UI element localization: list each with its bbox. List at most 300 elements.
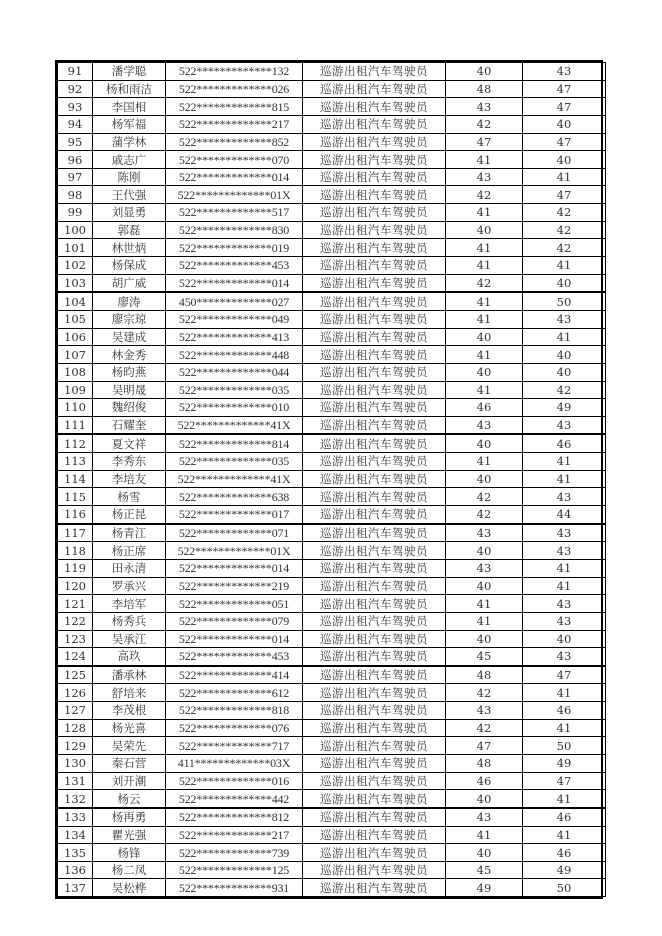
row-number-cell: 95 bbox=[58, 133, 93, 151]
id-number-cell: 522*************41X bbox=[166, 470, 303, 488]
id-number-cell: 522*************016 bbox=[166, 772, 303, 790]
table-row bbox=[58, 844, 606, 862]
score-2-cell: 40 bbox=[523, 274, 606, 292]
row-number-cell: 93 bbox=[58, 98, 93, 116]
name-cell: 潘学聪 bbox=[93, 63, 166, 81]
row-number-cell: 133 bbox=[58, 808, 93, 826]
occupation-cell: 巡游出租汽车驾驶员 bbox=[303, 204, 446, 222]
id-number-cell: 522*************453 bbox=[166, 648, 303, 666]
id-number-cell: 522*************448 bbox=[166, 346, 303, 364]
id-number-cell: 522*************051 bbox=[166, 595, 303, 613]
row-number-cell: 103 bbox=[58, 274, 93, 292]
id-number-cell: 522*************217 bbox=[166, 115, 303, 133]
table-row bbox=[58, 861, 606, 879]
score-2-cell: 41 bbox=[523, 257, 606, 275]
score-2-cell: 47 bbox=[523, 98, 606, 116]
score-2-cell: 47 bbox=[523, 666, 606, 684]
score-2-cell: 50 bbox=[523, 879, 606, 897]
name-cell: 郭磊 bbox=[93, 221, 166, 239]
id-number-cell: 522*************132 bbox=[166, 63, 303, 81]
name-cell: 林金秀 bbox=[93, 346, 166, 364]
occupation-cell: 巡游出租汽车驾驶员 bbox=[303, 168, 446, 186]
score-1-cell: 48 bbox=[446, 666, 523, 684]
id-number-cell: 522*************852 bbox=[166, 133, 303, 151]
table-row bbox=[58, 381, 606, 399]
occupation-cell: 巡游出租汽车驾驶员 bbox=[303, 577, 446, 595]
id-number-cell: 522*************442 bbox=[166, 790, 303, 808]
row-number-cell: 112 bbox=[58, 434, 93, 452]
row-number-cell: 117 bbox=[58, 524, 93, 542]
score-2-cell: 42 bbox=[523, 221, 606, 239]
id-number-cell: 522*************219 bbox=[166, 577, 303, 595]
name-cell: 高玖 bbox=[93, 648, 166, 666]
score-2-cell: 42 bbox=[523, 381, 606, 399]
row-number-cell: 121 bbox=[58, 595, 93, 613]
occupation-cell: 巡游出租汽车驾驶员 bbox=[303, 453, 446, 471]
table-row bbox=[58, 239, 606, 257]
row-number-cell: 118 bbox=[58, 542, 93, 560]
occupation-cell: 巡游出租汽车驾驶员 bbox=[303, 524, 446, 542]
id-number-cell: 522*************019 bbox=[166, 239, 303, 257]
score-2-cell: 41 bbox=[523, 328, 606, 346]
name-cell: 李国相 bbox=[93, 98, 166, 116]
row-number-cell: 126 bbox=[58, 684, 93, 702]
score-1-cell: 42 bbox=[446, 186, 523, 204]
score-1-cell: 40 bbox=[446, 542, 523, 560]
id-number-cell: 522*************017 bbox=[166, 506, 303, 524]
name-cell: 瞿光强 bbox=[93, 826, 166, 844]
id-number-cell: 522*************01X bbox=[166, 186, 303, 204]
table-row bbox=[58, 879, 606, 897]
id-number-cell: 522*************638 bbox=[166, 488, 303, 506]
name-cell: 秦石营 bbox=[93, 754, 166, 772]
score-2-cell: 43 bbox=[523, 310, 606, 328]
results-table-container bbox=[55, 60, 603, 899]
score-1-cell: 42 bbox=[446, 488, 523, 506]
row-number-cell: 107 bbox=[58, 346, 93, 364]
row-number-cell: 96 bbox=[58, 151, 93, 169]
occupation-cell: 巡游出租汽车驾驶员 bbox=[303, 63, 446, 81]
score-1-cell: 42 bbox=[446, 115, 523, 133]
table-row bbox=[58, 98, 606, 116]
name-cell: 石耀奎 bbox=[93, 416, 166, 434]
row-number-cell: 106 bbox=[58, 328, 93, 346]
occupation-cell: 巡游出租汽车驾驶员 bbox=[303, 630, 446, 648]
name-cell: 戚志广 bbox=[93, 151, 166, 169]
score-1-cell: 48 bbox=[446, 754, 523, 772]
table-row bbox=[58, 257, 606, 275]
id-number-cell: 522*************217 bbox=[166, 826, 303, 844]
row-number-cell: 116 bbox=[58, 506, 93, 524]
score-2-cell: 41 bbox=[523, 790, 606, 808]
score-1-cell: 48 bbox=[446, 80, 523, 98]
name-cell: 陈刚 bbox=[93, 168, 166, 186]
score-2-cell: 49 bbox=[523, 861, 606, 879]
id-number-cell: 522*************814 bbox=[166, 434, 303, 452]
id-number-cell: 522*************014 bbox=[166, 274, 303, 292]
score-1-cell: 43 bbox=[446, 808, 523, 826]
name-cell: 李秀东 bbox=[93, 453, 166, 471]
occupation-cell: 巡游出租汽车驾驶员 bbox=[303, 133, 446, 151]
id-number-cell: 522*************014 bbox=[166, 168, 303, 186]
occupation-cell: 巡游出租汽车驾驶员 bbox=[303, 595, 446, 613]
id-number-cell: 522*************044 bbox=[166, 363, 303, 381]
id-number-cell: 522*************076 bbox=[166, 719, 303, 737]
table-row bbox=[58, 666, 606, 684]
score-2-cell: 43 bbox=[523, 648, 606, 666]
score-1-cell: 41 bbox=[446, 257, 523, 275]
table-row bbox=[58, 754, 606, 772]
score-1-cell: 41 bbox=[446, 595, 523, 613]
score-2-cell: 49 bbox=[523, 754, 606, 772]
occupation-cell: 巡游出租汽车驾驶员 bbox=[303, 274, 446, 292]
score-1-cell: 43 bbox=[446, 702, 523, 720]
row-number-cell: 120 bbox=[58, 577, 93, 595]
occupation-cell: 巡游出租汽车驾驶员 bbox=[303, 310, 446, 328]
table-body bbox=[58, 63, 606, 897]
score-2-cell: 46 bbox=[523, 808, 606, 826]
score-2-cell: 46 bbox=[523, 434, 606, 452]
table-row bbox=[58, 772, 606, 790]
occupation-cell: 巡游出租汽车驾驶员 bbox=[303, 790, 446, 808]
occupation-cell: 巡游出租汽车驾驶员 bbox=[303, 861, 446, 879]
table-row bbox=[58, 115, 606, 133]
occupation-cell: 巡游出租汽车驾驶员 bbox=[303, 346, 446, 364]
score-1-cell: 42 bbox=[446, 274, 523, 292]
table-row bbox=[58, 453, 606, 471]
id-number-cell: 522*************818 bbox=[166, 702, 303, 720]
table-row bbox=[58, 186, 606, 204]
occupation-cell: 巡游出租汽车驾驶员 bbox=[303, 470, 446, 488]
table-row bbox=[58, 399, 606, 417]
score-1-cell: 45 bbox=[446, 648, 523, 666]
occupation-cell: 巡游出租汽车驾驶员 bbox=[303, 328, 446, 346]
id-number-cell: 522*************453 bbox=[166, 257, 303, 275]
score-1-cell: 43 bbox=[446, 98, 523, 116]
name-cell: 杨青江 bbox=[93, 524, 166, 542]
occupation-cell: 巡游出租汽车驾驶员 bbox=[303, 257, 446, 275]
row-number-cell: 99 bbox=[58, 204, 93, 222]
name-cell: 吴承江 bbox=[93, 630, 166, 648]
score-2-cell: 41 bbox=[523, 453, 606, 471]
table-row bbox=[58, 648, 606, 666]
name-cell: 刘开潮 bbox=[93, 772, 166, 790]
row-number-cell: 105 bbox=[58, 310, 93, 328]
name-cell: 廖涛 bbox=[93, 292, 166, 310]
score-1-cell: 40 bbox=[446, 63, 523, 81]
occupation-cell: 巡游出租汽车驾驶员 bbox=[303, 702, 446, 720]
occupation-cell: 巡游出租汽车驾驶员 bbox=[303, 434, 446, 452]
occupation-cell: 巡游出租汽车驾驶员 bbox=[303, 239, 446, 257]
score-2-cell: 40 bbox=[523, 630, 606, 648]
name-cell: 吴松桦 bbox=[93, 879, 166, 897]
score-2-cell: 47 bbox=[523, 133, 606, 151]
row-number-cell: 101 bbox=[58, 239, 93, 257]
occupation-cell: 巡游出租汽车驾驶员 bbox=[303, 115, 446, 133]
occupation-cell: 巡游出租汽车驾驶员 bbox=[303, 612, 446, 630]
score-1-cell: 41 bbox=[446, 381, 523, 399]
score-2-cell: 41 bbox=[523, 826, 606, 844]
score-2-cell: 46 bbox=[523, 844, 606, 862]
name-cell: 杨云 bbox=[93, 790, 166, 808]
occupation-cell: 巡游出租汽车驾驶员 bbox=[303, 363, 446, 381]
id-number-cell: 411*************03X bbox=[166, 754, 303, 772]
score-2-cell: 40 bbox=[523, 363, 606, 381]
row-number-cell: 135 bbox=[58, 844, 93, 862]
occupation-cell: 巡游出租汽车驾驶员 bbox=[303, 826, 446, 844]
table-row bbox=[58, 702, 606, 720]
row-number-cell: 124 bbox=[58, 648, 93, 666]
score-1-cell: 45 bbox=[446, 861, 523, 879]
table-row bbox=[58, 506, 606, 524]
score-1-cell: 40 bbox=[446, 470, 523, 488]
id-number-cell: 522*************026 bbox=[166, 80, 303, 98]
table-row bbox=[58, 542, 606, 560]
score-1-cell: 47 bbox=[446, 737, 523, 755]
row-number-cell: 131 bbox=[58, 772, 93, 790]
id-number-cell: 522*************931 bbox=[166, 879, 303, 897]
score-2-cell: 41 bbox=[523, 684, 606, 702]
name-cell: 吴建成 bbox=[93, 328, 166, 346]
score-1-cell: 41 bbox=[446, 453, 523, 471]
score-1-cell: 41 bbox=[446, 292, 523, 310]
row-number-cell: 97 bbox=[58, 168, 93, 186]
score-1-cell: 41 bbox=[446, 204, 523, 222]
row-number-cell: 130 bbox=[58, 754, 93, 772]
table-row bbox=[58, 826, 606, 844]
id-number-cell: 522*************413 bbox=[166, 328, 303, 346]
score-1-cell: 46 bbox=[446, 772, 523, 790]
row-number-cell: 92 bbox=[58, 80, 93, 98]
occupation-cell: 巡游出租汽车驾驶员 bbox=[303, 772, 446, 790]
occupation-cell: 巡游出租汽车驾驶员 bbox=[303, 186, 446, 204]
table-row bbox=[58, 204, 606, 222]
table-row bbox=[58, 790, 606, 808]
score-2-cell: 41 bbox=[523, 577, 606, 595]
table-row bbox=[58, 684, 606, 702]
id-number-cell: 522*************049 bbox=[166, 310, 303, 328]
score-2-cell: 43 bbox=[523, 488, 606, 506]
table-row bbox=[58, 133, 606, 151]
score-1-cell: 40 bbox=[446, 630, 523, 648]
results-table bbox=[57, 62, 606, 897]
row-number-cell: 136 bbox=[58, 861, 93, 879]
table-row bbox=[58, 470, 606, 488]
score-2-cell: 41 bbox=[523, 470, 606, 488]
table-row bbox=[58, 559, 606, 577]
table-row bbox=[58, 577, 606, 595]
row-number-cell: 127 bbox=[58, 702, 93, 720]
score-2-cell: 41 bbox=[523, 559, 606, 577]
score-2-cell: 43 bbox=[523, 542, 606, 560]
row-number-cell: 123 bbox=[58, 630, 93, 648]
row-number-cell: 98 bbox=[58, 186, 93, 204]
score-2-cell: 43 bbox=[523, 524, 606, 542]
occupation-cell: 巡游出租汽车驾驶员 bbox=[303, 684, 446, 702]
score-1-cell: 41 bbox=[446, 151, 523, 169]
table-row bbox=[58, 595, 606, 613]
occupation-cell: 巡游出租汽车驾驶员 bbox=[303, 488, 446, 506]
name-cell: 李培友 bbox=[93, 470, 166, 488]
name-cell: 杨军福 bbox=[93, 115, 166, 133]
name-cell: 杨正席 bbox=[93, 542, 166, 560]
score-1-cell: 42 bbox=[446, 506, 523, 524]
table-row bbox=[58, 292, 606, 310]
occupation-cell: 巡游出租汽车驾驶员 bbox=[303, 542, 446, 560]
name-cell: 杨正昆 bbox=[93, 506, 166, 524]
occupation-cell: 巡游出租汽车驾驶员 bbox=[303, 559, 446, 577]
score-2-cell: 50 bbox=[523, 737, 606, 755]
name-cell: 潘承林 bbox=[93, 666, 166, 684]
id-number-cell: 522*************014 bbox=[166, 630, 303, 648]
id-number-cell: 522*************815 bbox=[166, 98, 303, 116]
score-1-cell: 43 bbox=[446, 524, 523, 542]
score-1-cell: 49 bbox=[446, 879, 523, 897]
occupation-cell: 巡游出租汽车驾驶员 bbox=[303, 666, 446, 684]
occupation-cell: 巡游出租汽车驾驶员 bbox=[303, 648, 446, 666]
score-1-cell: 40 bbox=[446, 844, 523, 862]
name-cell: 廖宗琼 bbox=[93, 310, 166, 328]
name-cell: 林世炳 bbox=[93, 239, 166, 257]
score-1-cell: 43 bbox=[446, 416, 523, 434]
occupation-cell: 巡游出租汽车驾驶员 bbox=[303, 221, 446, 239]
score-2-cell: 42 bbox=[523, 204, 606, 222]
occupation-cell: 巡游出租汽车驾驶员 bbox=[303, 506, 446, 524]
name-cell: 田永清 bbox=[93, 559, 166, 577]
score-2-cell: 47 bbox=[523, 80, 606, 98]
table-row bbox=[58, 434, 606, 452]
id-number-cell: 522*************035 bbox=[166, 453, 303, 471]
row-number-cell: 125 bbox=[58, 666, 93, 684]
name-cell: 杨再勇 bbox=[93, 808, 166, 826]
id-number-cell: 522*************035 bbox=[166, 381, 303, 399]
name-cell: 杨昀燕 bbox=[93, 363, 166, 381]
occupation-cell: 巡游出租汽车驾驶员 bbox=[303, 292, 446, 310]
id-number-cell: 522*************079 bbox=[166, 612, 303, 630]
name-cell: 杨雪 bbox=[93, 488, 166, 506]
id-number-cell: 522*************612 bbox=[166, 684, 303, 702]
score-2-cell: 49 bbox=[523, 399, 606, 417]
score-2-cell: 47 bbox=[523, 772, 606, 790]
name-cell: 李茂根 bbox=[93, 702, 166, 720]
name-cell: 胡广威 bbox=[93, 274, 166, 292]
id-number-cell: 522*************01X bbox=[166, 542, 303, 560]
row-number-cell: 132 bbox=[58, 790, 93, 808]
score-2-cell: 47 bbox=[523, 186, 606, 204]
name-cell: 夏文祥 bbox=[93, 434, 166, 452]
occupation-cell: 巡游出租汽车驾驶员 bbox=[303, 98, 446, 116]
name-cell: 杨保成 bbox=[93, 257, 166, 275]
score-1-cell: 43 bbox=[446, 168, 523, 186]
score-1-cell: 41 bbox=[446, 612, 523, 630]
name-cell: 李培军 bbox=[93, 595, 166, 613]
name-cell: 杨二凤 bbox=[93, 861, 166, 879]
name-cell: 杨秀兵 bbox=[93, 612, 166, 630]
name-cell: 蒲学林 bbox=[93, 133, 166, 151]
table-row bbox=[58, 63, 606, 81]
score-1-cell: 41 bbox=[446, 310, 523, 328]
table-row bbox=[58, 328, 606, 346]
score-1-cell: 40 bbox=[446, 577, 523, 595]
row-number-cell: 128 bbox=[58, 719, 93, 737]
id-number-cell: 522*************014 bbox=[166, 559, 303, 577]
score-2-cell: 46 bbox=[523, 702, 606, 720]
score-2-cell: 40 bbox=[523, 151, 606, 169]
row-number-cell: 100 bbox=[58, 221, 93, 239]
name-cell: 刘显勇 bbox=[93, 204, 166, 222]
score-1-cell: 42 bbox=[446, 719, 523, 737]
id-number-cell: 450*************027 bbox=[166, 292, 303, 310]
score-2-cell: 43 bbox=[523, 416, 606, 434]
name-cell: 舒培来 bbox=[93, 684, 166, 702]
occupation-cell: 巡游出租汽车驾驶员 bbox=[303, 879, 446, 897]
score-1-cell: 40 bbox=[446, 363, 523, 381]
score-2-cell: 44 bbox=[523, 506, 606, 524]
name-cell: 魏绍俊 bbox=[93, 399, 166, 417]
row-number-cell: 134 bbox=[58, 826, 93, 844]
table-row bbox=[58, 737, 606, 755]
name-cell: 杨锋 bbox=[93, 844, 166, 862]
table-row bbox=[58, 80, 606, 98]
id-number-cell: 522*************070 bbox=[166, 151, 303, 169]
table-row bbox=[58, 524, 606, 542]
row-number-cell: 122 bbox=[58, 612, 93, 630]
score-2-cell: 50 bbox=[523, 292, 606, 310]
table-row bbox=[58, 488, 606, 506]
name-cell: 罗承兴 bbox=[93, 577, 166, 595]
id-number-cell: 522*************125 bbox=[166, 861, 303, 879]
table-row bbox=[58, 151, 606, 169]
name-cell: 杨和雨洁 bbox=[93, 80, 166, 98]
id-number-cell: 522*************812 bbox=[166, 808, 303, 826]
row-number-cell: 129 bbox=[58, 737, 93, 755]
occupation-cell: 巡游出租汽车驾驶员 bbox=[303, 844, 446, 862]
table-row bbox=[58, 168, 606, 186]
occupation-cell: 巡游出租汽车驾驶员 bbox=[303, 151, 446, 169]
name-cell: 吴明晟 bbox=[93, 381, 166, 399]
row-number-cell: 94 bbox=[58, 115, 93, 133]
id-number-cell: 522*************41X bbox=[166, 416, 303, 434]
row-number-cell: 111 bbox=[58, 416, 93, 434]
row-number-cell: 91 bbox=[58, 63, 93, 81]
table-row bbox=[58, 221, 606, 239]
occupation-cell: 巡游出租汽车驾驶员 bbox=[303, 80, 446, 98]
score-2-cell: 41 bbox=[523, 168, 606, 186]
score-2-cell: 43 bbox=[523, 63, 606, 81]
score-2-cell: 43 bbox=[523, 612, 606, 630]
id-number-cell: 522*************071 bbox=[166, 524, 303, 542]
row-number-cell: 108 bbox=[58, 363, 93, 381]
occupation-cell: 巡游出租汽车驾驶员 bbox=[303, 381, 446, 399]
occupation-cell: 巡游出租汽车驾驶员 bbox=[303, 399, 446, 417]
name-cell: 杨光喜 bbox=[93, 719, 166, 737]
row-number-cell: 104 bbox=[58, 292, 93, 310]
table-row bbox=[58, 346, 606, 364]
table-row bbox=[58, 719, 606, 737]
table-row bbox=[58, 808, 606, 826]
occupation-cell: 巡游出租汽车驾驶员 bbox=[303, 754, 446, 772]
score-1-cell: 41 bbox=[446, 826, 523, 844]
score-2-cell: 43 bbox=[523, 595, 606, 613]
id-number-cell: 522*************010 bbox=[166, 399, 303, 417]
occupation-cell: 巡游出租汽车驾驶员 bbox=[303, 416, 446, 434]
table-row bbox=[58, 363, 606, 381]
score-2-cell: 42 bbox=[523, 239, 606, 257]
score-1-cell: 40 bbox=[446, 790, 523, 808]
score-1-cell: 42 bbox=[446, 684, 523, 702]
row-number-cell: 109 bbox=[58, 381, 93, 399]
name-cell: 王代强 bbox=[93, 186, 166, 204]
